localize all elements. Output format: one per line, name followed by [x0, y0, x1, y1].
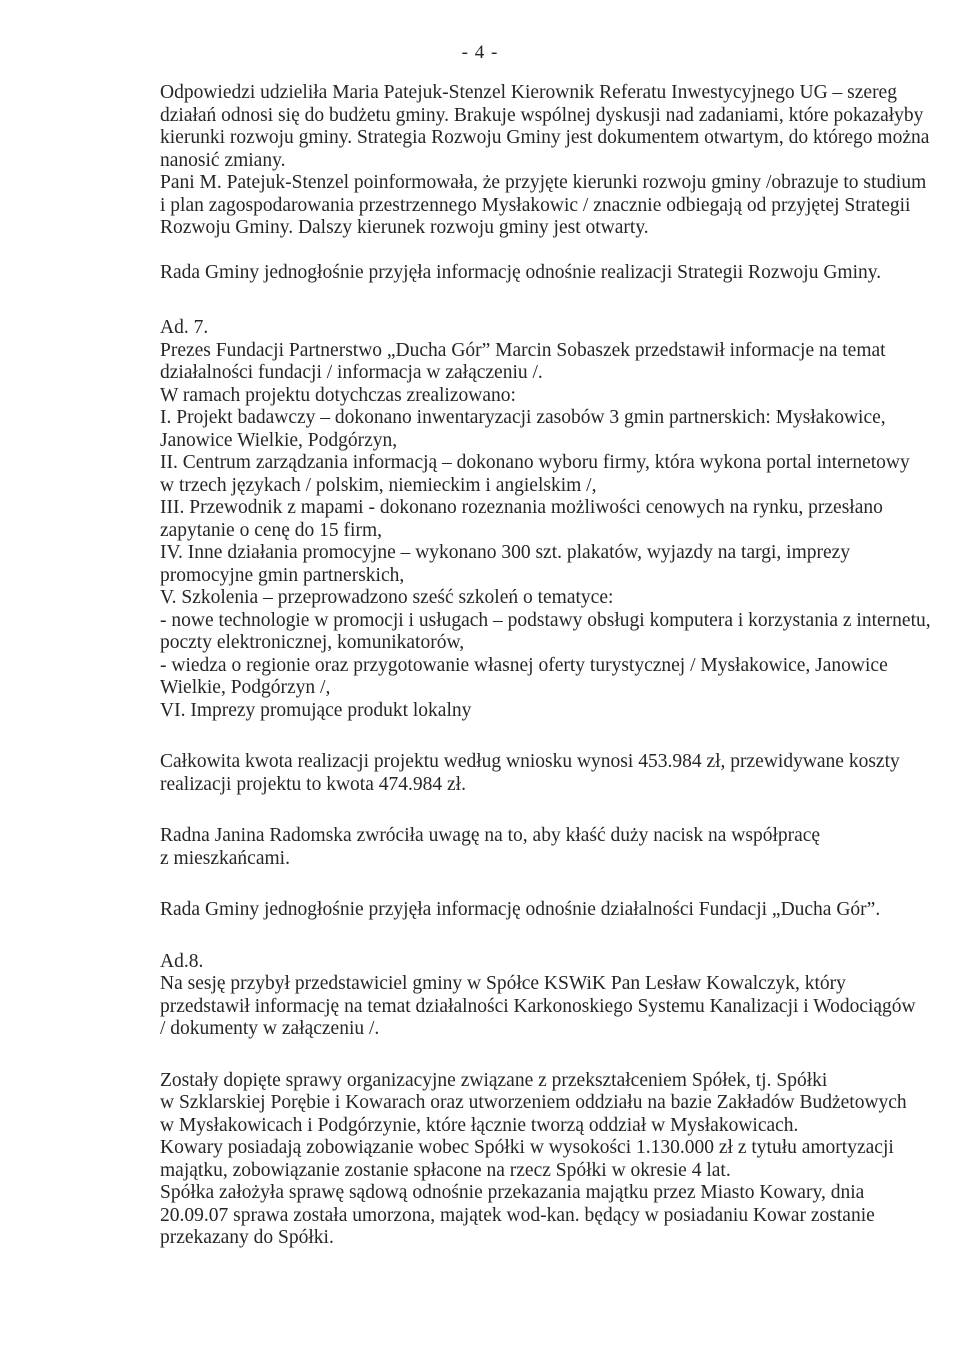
text-line: Janowice Wielkie, Podgórzyn,: [160, 429, 398, 451]
text-line: w trzech językach / polskim, niemieckim i angielskim /,: [160, 474, 597, 496]
text-line: działalności fundacji / informacja w załączeniu /.: [160, 362, 543, 383]
document-body: [160, 82, 931, 1250]
text-line: Całkowita kwota realizacji projektu według wniosku wynosi 453.984 zł, przewidywane koszty: [160, 751, 900, 772]
text-line: Pani M. Patejuk-Stenzel poinformowała, że przyjęte kierunki rozwoju gminy /obrazuje to studium: [160, 172, 927, 193]
text-line: W ramach projektu dotychczas zrealizowano:: [160, 384, 516, 406]
paragraph-investment-response: [160, 82, 930, 240]
list-item: V. Szkolenia – przeprowadzono sześć szkoleń o tematyce:: [160, 587, 614, 608]
text-line: Rada Gminy jednogłośnie przyjęła informację odnośnie działalności Fundacji „Ducha Gór”.: [160, 899, 881, 920]
text-line: promocyjne gmin partnerskich,: [160, 564, 405, 586]
list-item: VI. Imprezy promujące produkt lokalny: [160, 699, 472, 721]
text-line: przedstawił informację na temat działalności Karkonoskiego Systemu Kanalizacji i Wodociągów: [160, 995, 916, 1017]
section-heading: Ad.8.: [160, 950, 204, 972]
text-line: - nowe technologie w promocji i usługach – podstawy obsługi komputera i korzystania z internetu,: [160, 609, 931, 631]
paragraph-ad-8: [160, 950, 916, 1041]
text-line: Na sesję przybył przedstawiciel gminy w Spółce KSWiK Pan Lesław Kowalczyk, który: [160, 973, 846, 994]
text-line: Radna Janina Radomska zwróciła uwagę na to, aby kłaść duży nacisk na współpracę: [160, 825, 821, 846]
paragraph-ad-7: [160, 317, 931, 722]
paragraph-councillor-remark: [160, 825, 900, 870]
text-line: Kowary posiadają zobowiązanie wobec Spółki w wysokości 1.130.000 zł z tytułu amortyzacji: [160, 1137, 894, 1158]
text-line: i plan zagospodarowania przestrzennego Mysłakowic / znacznie odbiegają od przyjętej Strategii: [160, 194, 911, 216]
text-line: / dokumenty w załączeniu /.: [160, 1018, 380, 1039]
paragraph-resolution-strategy: [160, 262, 900, 285]
list-item: III. Przewodnik z mapami - dokonano rozeznania możliwości cenowych na rynku, przesłano: [160, 497, 883, 518]
text-line: majątku, zobowiązanie zostanie spłacone na rzecz Spółki w okresie 4 lat.: [160, 1159, 731, 1181]
section-heading: Ad. 7.: [160, 317, 209, 338]
text-line: Wielkie, Podgórzyn /,: [160, 677, 331, 698]
text-line: z mieszkańcami.: [160, 847, 290, 869]
list-item: I. Projekt badawczy – dokonano inwentaryzacji zasobów 3 gmin partnerskich: Mysłakowice,: [160, 407, 886, 428]
text-line: realizacji projektu to kwota 474.984 zł.: [160, 773, 466, 795]
text-line: kierunki rozwoju gminy. Strategia Rozwoju Gminy jest dokumentem otwartym, do którego można: [160, 127, 930, 148]
text-line: 20.09.07 sprawa została umorzona, majątek wod-kan. będący w posiadaniu Kowar zostanie: [160, 1204, 875, 1226]
text-line: - wiedza o regionie oraz przygotowanie własnej oferty turystycznej / Mysłakowice, Janowice: [160, 654, 888, 676]
list-item: II. Centrum zarządzania informacją – dokonano wyboru firmy, która wykona portal internetowy: [160, 452, 910, 473]
text-line: Rozwoju Gminy. Dalszy kierunek rozwoju gminy jest otwarty.: [160, 217, 649, 238]
text-line: Rada Gminy jednogłośnie przyjęła informację odnośnie realizacji Strategii Rozwoju Gminy.: [160, 261, 882, 283]
paragraph-project-cost: [160, 751, 900, 796]
text-line: Zostały dopięte sprawy organizacyjne związane z przekształceniem Spółek, tj. Spółki: [160, 1069, 828, 1091]
text-line: w Szklarskiej Porębie i Kowarach oraz utworzeniem oddziału na bazie Zakładów Budżetowych: [160, 1092, 907, 1113]
text-line: poczty elektronicznej, komunikatorów,: [160, 632, 465, 653]
list-item: IV. Inne działania promocyjne – wykonano 300 szt. plakatów, wyjazdy na targi, imprezy: [160, 542, 851, 563]
text-line: Prezes Fundacji Partnerstwo „Ducha Gór” Marcin Sobaszek przedstawił informacje na temat: [160, 339, 886, 361]
text-line: przekazany do Spółki.: [160, 1227, 334, 1248]
text-line: Spółka założyła sprawę sądową odnośnie przekazania majątku przez Miasto Kowary, dnia: [160, 1182, 865, 1203]
paragraph-resolution-foundation: [160, 899, 900, 922]
text-line: w Mysłakowicach i Podgórzynie, które łącznie tworzą oddział w Mysłakowicach.: [160, 1114, 799, 1136]
page-number: - 4 -: [461, 42, 499, 63]
paragraph-company-matters: [160, 1069, 907, 1250]
text-line: Odpowiedzi udzieliła Maria Patejuk-Stenzel Kierownik Referatu Inwestycyjnego UG – szereg: [160, 82, 897, 103]
text-line: działań odnosi się do budżetu gminy. Brakuje wspólnej dyskusji nad zadaniami, które pokazałyby: [160, 104, 924, 126]
text-line: nanosić zmiany.: [160, 149, 286, 171]
text-line: zapytanie o cenę do 15 firm,: [160, 519, 382, 541]
